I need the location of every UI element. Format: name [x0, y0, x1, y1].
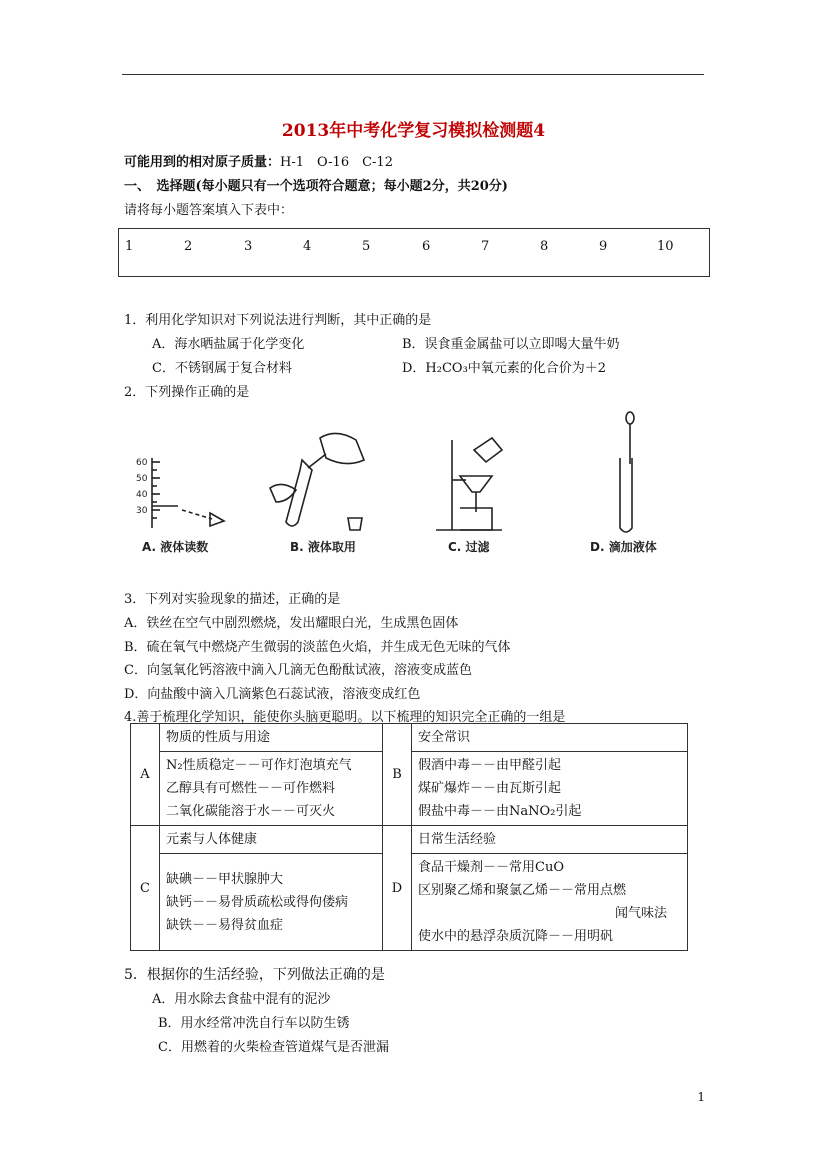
section-heading: 一、 选择题(每小题只有一个选项符合题意；每小题2分，共20分) — [124, 179, 508, 194]
answer-cell[interactable]: 7 — [481, 239, 490, 254]
q3-option-b: B．硫在氧气中燃烧产生微弱的淡蓝色火焰，并生成无色无味的气体 — [124, 640, 511, 655]
q2-stem: 2．下列操作正确的是 — [124, 385, 250, 400]
q4-body-c — [160, 854, 383, 951]
q4-body-d — [412, 854, 688, 951]
answer-cell[interactable]: 8 — [540, 239, 549, 254]
q4-table — [130, 723, 688, 951]
q5-stem: 5．根据你的生活经验，下列做法正确的是 — [124, 967, 385, 983]
q4-line: 二氧化碳能溶于水－－可灭火 — [166, 804, 336, 819]
answer-cell[interactable]: 3 — [244, 239, 253, 254]
atomic-mass-label: 可能用到的相对原子质量： — [124, 155, 281, 170]
q3-stem: 3．下列对实验现象的描述，正确的是 — [124, 592, 341, 607]
q4-line: 使水中的悬浮杂质沉降－－用明矾 — [418, 929, 614, 944]
q4-line: 缺钙－－易骨质疏松或得佝偻病 — [166, 894, 349, 910]
q1-option-b: B．误食重金属盐可以立即喝大量牛奶 — [402, 337, 620, 352]
q4-head-d: 日常生活经验 — [412, 826, 688, 854]
figure-label-b: B. 液体取用 — [290, 540, 356, 554]
answer-cell[interactable]: 5 — [362, 239, 371, 254]
figure-label-a: A. 液体读数 — [142, 540, 209, 554]
answer-cell[interactable]: 9 — [599, 239, 608, 254]
q4-line: 乙醇具有可燃性－－可作燃料 — [166, 781, 336, 796]
q4-line: 假酒中毒－－由甲醛引起 — [418, 758, 562, 773]
figure-label-c: C. 过滤 — [448, 540, 490, 554]
q4-line: 区别聚乙烯和聚氯乙烯－－常用点燃 — [418, 883, 627, 898]
answer-cell[interactable]: 10 — [657, 239, 674, 254]
q3-option-d: D．向盐酸中滴入几滴紫色石蕊试液，溶液变成红色 — [124, 687, 421, 702]
lab-operations-illustration — [130, 410, 670, 535]
answer-cell[interactable]: 1 — [125, 239, 134, 254]
q4-body-b — [412, 752, 688, 826]
q4-head-c: 元素与人体健康 — [160, 826, 383, 854]
q5-option-c: C．用燃着的火柴检查管道煤气是否泄漏 — [158, 1040, 389, 1055]
figure-label-d: D. 滴加液体 — [590, 540, 657, 554]
section-instruction: 请将每小题答案填入下表中： — [124, 203, 294, 218]
page-title: 2013年中考化学复习模拟检测题4 — [281, 121, 546, 141]
answer-cell[interactable]: 4 — [303, 239, 312, 254]
q4-stem: 4.善于梳理化学知识，能使你头脑更聪明。以下梳理的知识完全正确的一组是 — [124, 710, 566, 725]
q3-option-c: C．向氢氧化钙溶液中滴入几滴无色酚酞试液，溶液变成蓝色 — [124, 663, 472, 678]
scale-label: 50 — [136, 474, 148, 484]
atomic-mass-line — [124, 151, 393, 170]
atomic-mass-values: H-1 O-16 C-12 — [280, 155, 393, 170]
q4-head-b: 安全常识 — [412, 724, 688, 752]
q4-line: 闻气味法 — [614, 906, 667, 921]
q1-option-d: D．H₂CO₃中氧元素的化合价为＋2 — [402, 361, 607, 376]
q1-stem: 1．利用化学知识对下列说法进行判断，其中正确的是 — [124, 313, 432, 328]
answer-cell[interactable]: 6 — [422, 239, 431, 254]
q5-option-a: A．用水除去食盐中混有的泥沙 — [152, 992, 331, 1007]
q4-label-a: A — [131, 724, 160, 826]
q4-line: 食品干燥剂－－常用CuO — [418, 860, 564, 875]
header-rule — [122, 74, 704, 75]
q5-option-b: B．用水经常冲洗自行车以防生锈 — [158, 1016, 350, 1031]
q4-line: 缺碘－－甲状腺肿大 — [166, 871, 284, 887]
scale-label: 40 — [136, 490, 148, 500]
q4-label-d: D — [383, 826, 412, 951]
q4-line: 煤矿爆炸－－由瓦斯引起 — [418, 781, 562, 796]
q4-line: N₂性质稳定－－可作灯泡填充气 — [166, 758, 352, 773]
q1-option-c: C．不锈钢属于复合材料 — [152, 361, 292, 376]
page-number: 1 — [697, 1090, 705, 1104]
q4-head-a: 物质的性质与用途 — [160, 724, 383, 752]
q4-label-b: B — [383, 724, 412, 826]
q1-option-a: A．海水晒盐属于化学变化 — [152, 337, 305, 352]
q4-line: 缺铁－－易得贫血症 — [166, 917, 284, 933]
q4-line: 假盐中毒－－由NaNO₂引起 — [418, 804, 582, 819]
answer-cell[interactable]: 2 — [184, 239, 193, 254]
q4-label-c: C — [131, 826, 160, 951]
answer-table — [118, 228, 710, 277]
scale-label: 60 — [136, 458, 148, 468]
scale-label: 30 — [136, 506, 148, 516]
q2-figure — [130, 410, 670, 560]
q3-option-a: A．铁丝在空气中剧烈燃烧，发出耀眼白光，生成黑色固体 — [124, 616, 459, 631]
q4-body-a — [160, 752, 383, 826]
